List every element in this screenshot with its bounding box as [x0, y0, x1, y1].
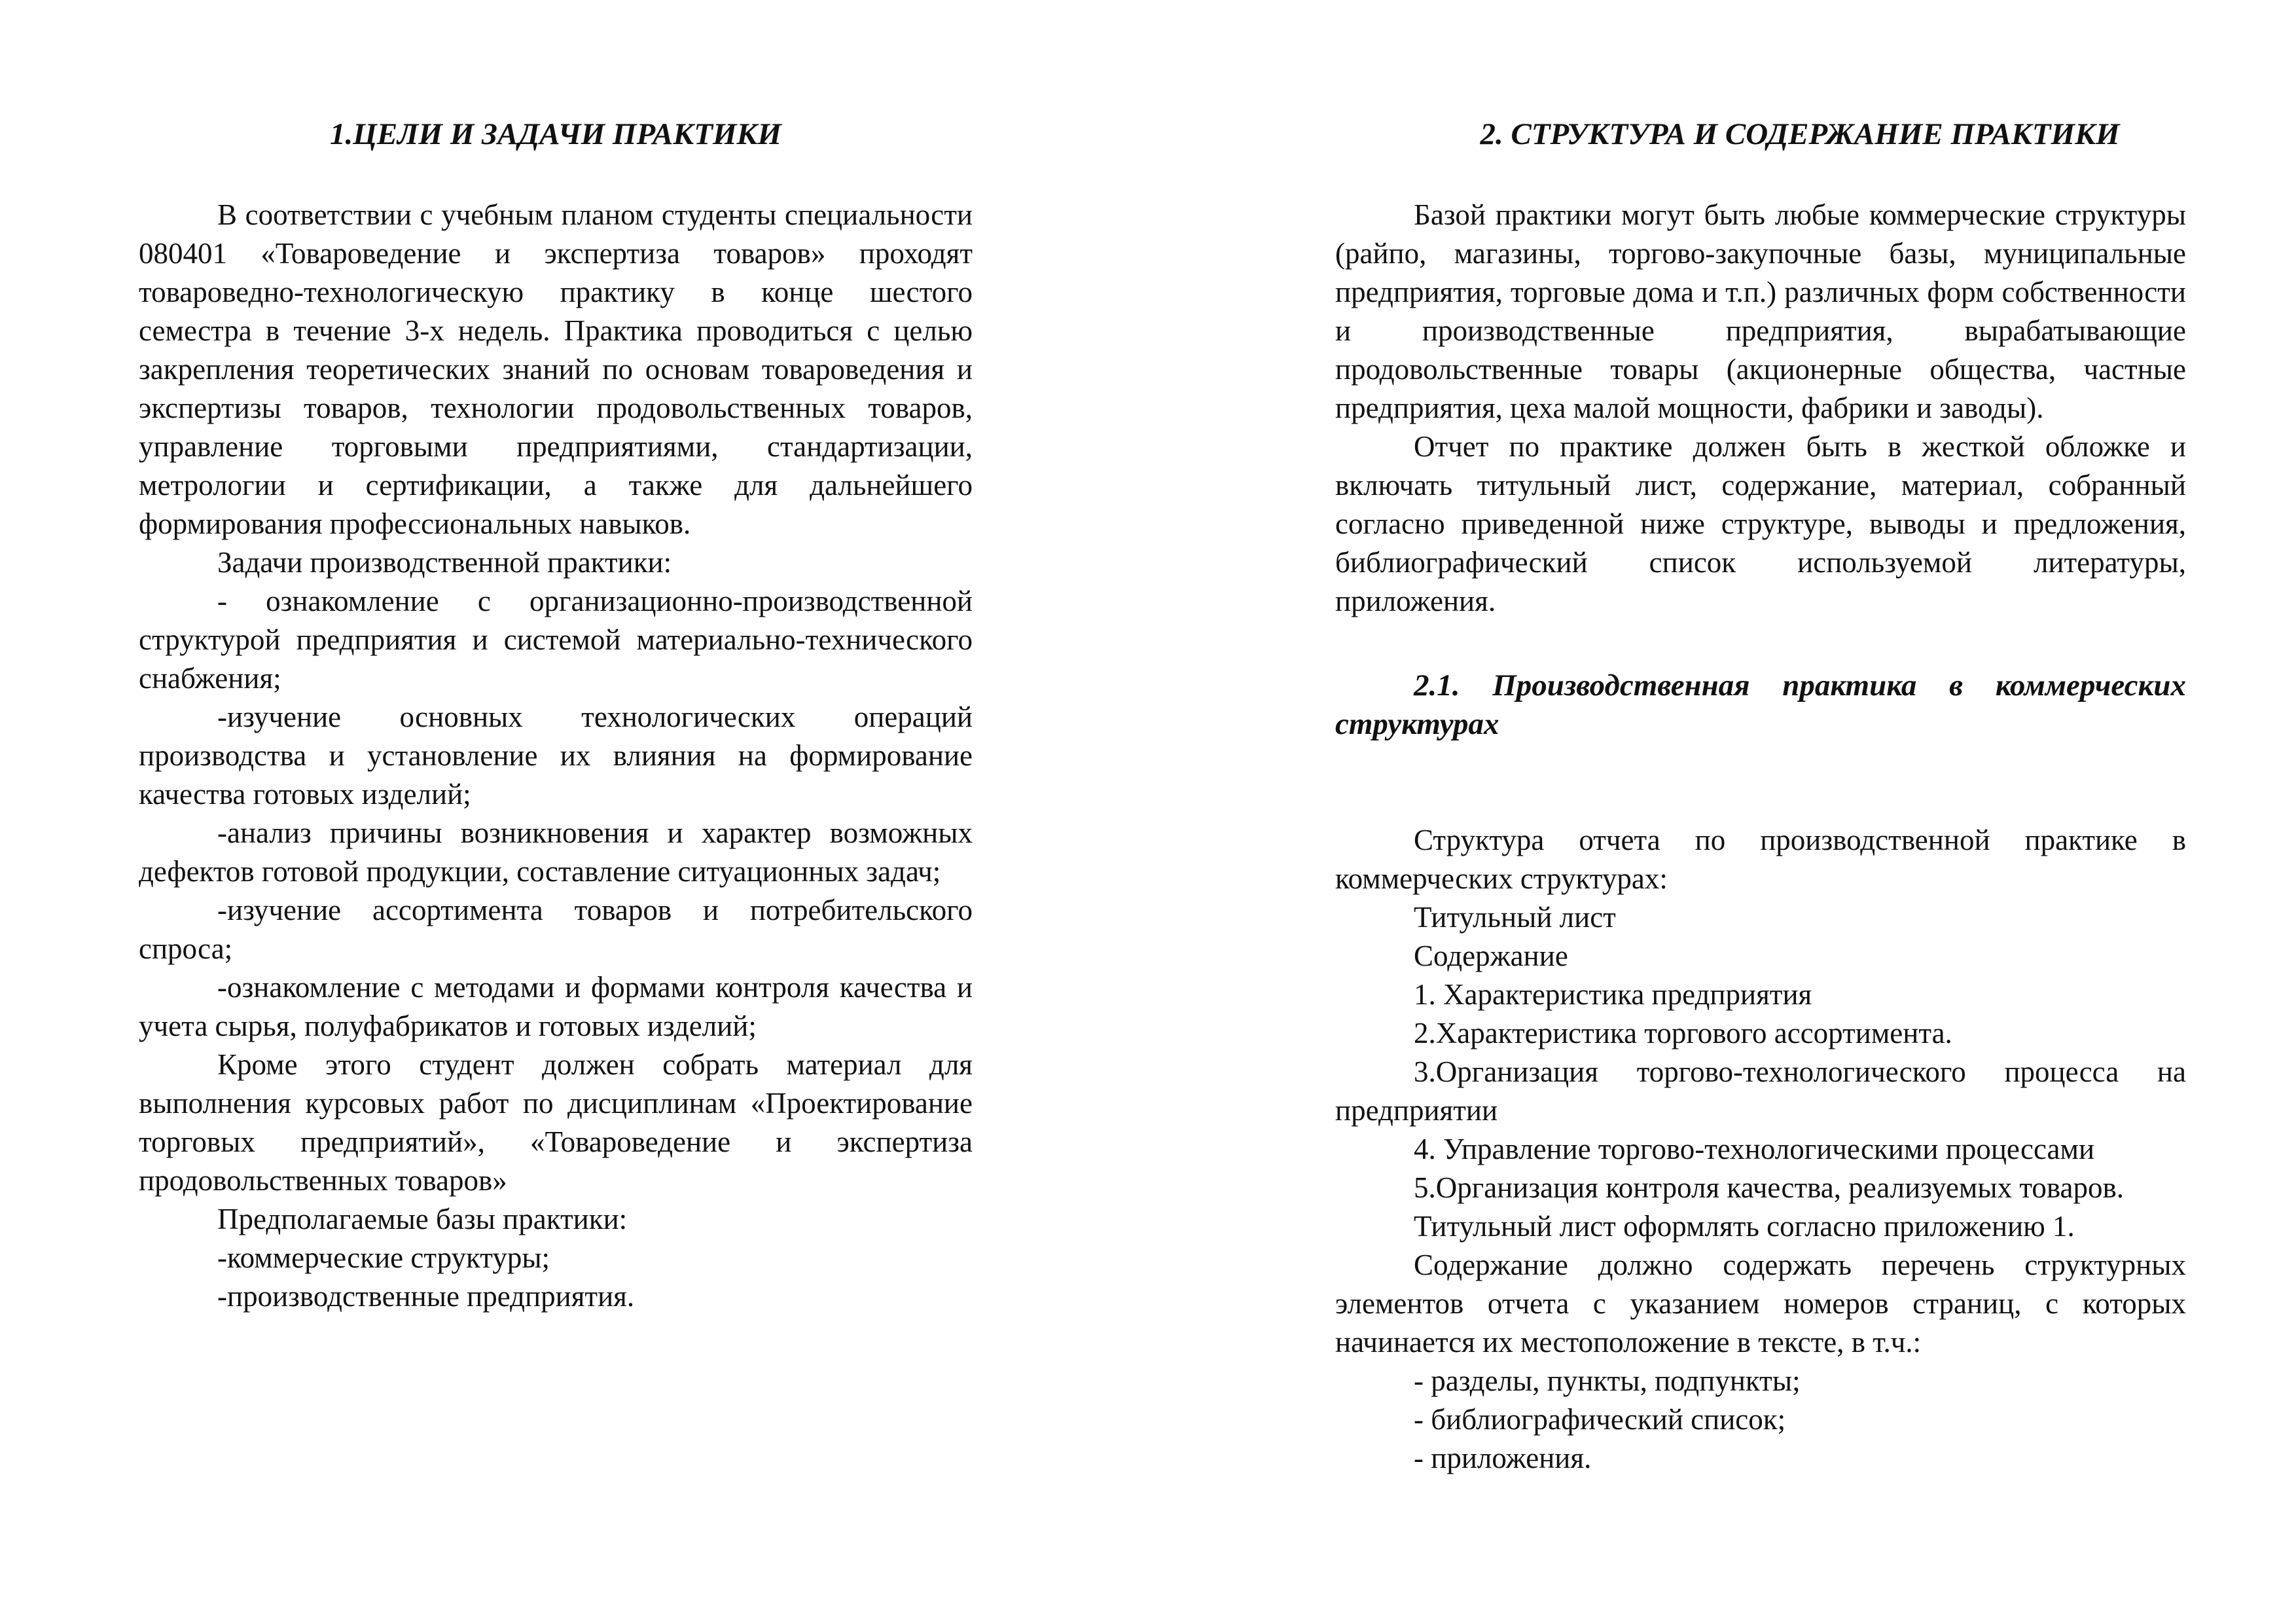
list-item: - ознакомление с организационно-производственной структурой предприятия и системой материально-технического снабжения;	[139, 585, 973, 695]
paragraph: Базой практики могут быть любые коммерческие структуры (райпо, магазины, торгово-закупочные базы, муниципальные предприятия, торговые дома и т.п.) различных форм собственности и производственные предприятия, вырабатывающие продовольственные товары (акционерные общества, частные предприятия, цеха малой мощности, фабрики и заводы).	[1335, 198, 2186, 424]
right-column	[1335, 115, 2186, 1478]
paragraph: Задачи производственной практики:	[217, 546, 672, 579]
section-title-structure: 2. СТРУКТУРА И СОДЕРЖАНИЕ ПРАКТИКИ	[1480, 117, 2120, 151]
list-item: 4. Управление торгово-технологическими процессами	[1414, 1133, 2095, 1165]
left-column	[139, 115, 973, 1316]
list-item: 2.Характеристика торгового ассортимента.	[1414, 1017, 1952, 1049]
paragraph: В соответствии с учебным планом студенты специальности 080401 «Товароведение и экспертиза товаров» проходят товароведно-технологическую практику в конце шестого семестра в течение 3-х недель. Практика проводиться с целью закрепления теоретических знаний по основам товароведения и экспертизы товаров, технологии продовольственных товаров, управление торговыми предприятиями, стандартизации, метрологии и сертификации, а также для дальнейшего формирования профессиональных навыков.	[139, 198, 973, 540]
list-item: - приложения.	[1414, 1442, 1592, 1474]
list-item: Содержание	[1414, 939, 1568, 972]
list-item: - разделы, пункты, подпункты;	[1414, 1364, 1801, 1397]
list-item: 3.Организация торгово-технологического процесса на предприятии	[1335, 1055, 2186, 1127]
paragraph: Кроме этого студент должен собрать материал для выполнения курсовых работ по дисциплинам «Проектирование торговых предприятий», «Товароведение и экспертиза продовольственных товаров»	[139, 1048, 973, 1197]
paragraph: Содержание должно содержать перечень структурных элементов отчета с указанием номеров страниц, с которых начинается их местоположение в тексте, в т.ч.:	[1335, 1249, 2186, 1359]
list-item: -коммерческие структуры;	[217, 1241, 550, 1274]
list-item: -ознакомление с методами и формами контроля качества и учета сырья, полуфабрикатов и готовых изделий;	[139, 971, 973, 1042]
list-item: 5.Организация контроля качества, реализуемых товаров.	[1414, 1171, 2125, 1204]
right-page	[1148, 0, 2296, 1623]
section-title-goals: 1.ЦЕЛИ И ЗАДАЧИ ПРАКТИКИ	[330, 117, 781, 151]
list-item: -анализ причины возникновения и характер возможных дефектов готовой продукции, составление ситуационных задач;	[139, 816, 973, 888]
paragraph: Структура отчета по производственной практике в коммерческих структурах:	[1335, 824, 2186, 895]
list-item: - библиографический список;	[1414, 1403, 1786, 1436]
spacer	[1335, 744, 2186, 821]
paragraph: Предполагаемые базы практики:	[217, 1203, 628, 1235]
paragraph: Титульный лист оформлять согласно приложению 1.	[1414, 1210, 2075, 1243]
list-item: 1. Характеристика предприятия	[1414, 978, 1812, 1011]
list-item: Титульный лист	[1414, 901, 1616, 934]
paragraph: Отчет по практике должен быть в жесткой обложке и включать титульный лист, содержание, материал, собранный согласно приведенной ниже структуре, выводы и предложения, библиографический список используемой литературы, приложения.	[1335, 430, 2186, 617]
list-item: -изучение основных технологических операций производства и установление их влияния на формирование качества готовых изделий;	[139, 701, 973, 811]
list-item: -производственные предприятия.	[217, 1280, 635, 1313]
list-item: -изучение ассортимента товаров и потребительского спроса;	[139, 894, 973, 965]
subsection-title: 2.1. Производственная практика в коммерческих структурах	[1335, 668, 2186, 741]
